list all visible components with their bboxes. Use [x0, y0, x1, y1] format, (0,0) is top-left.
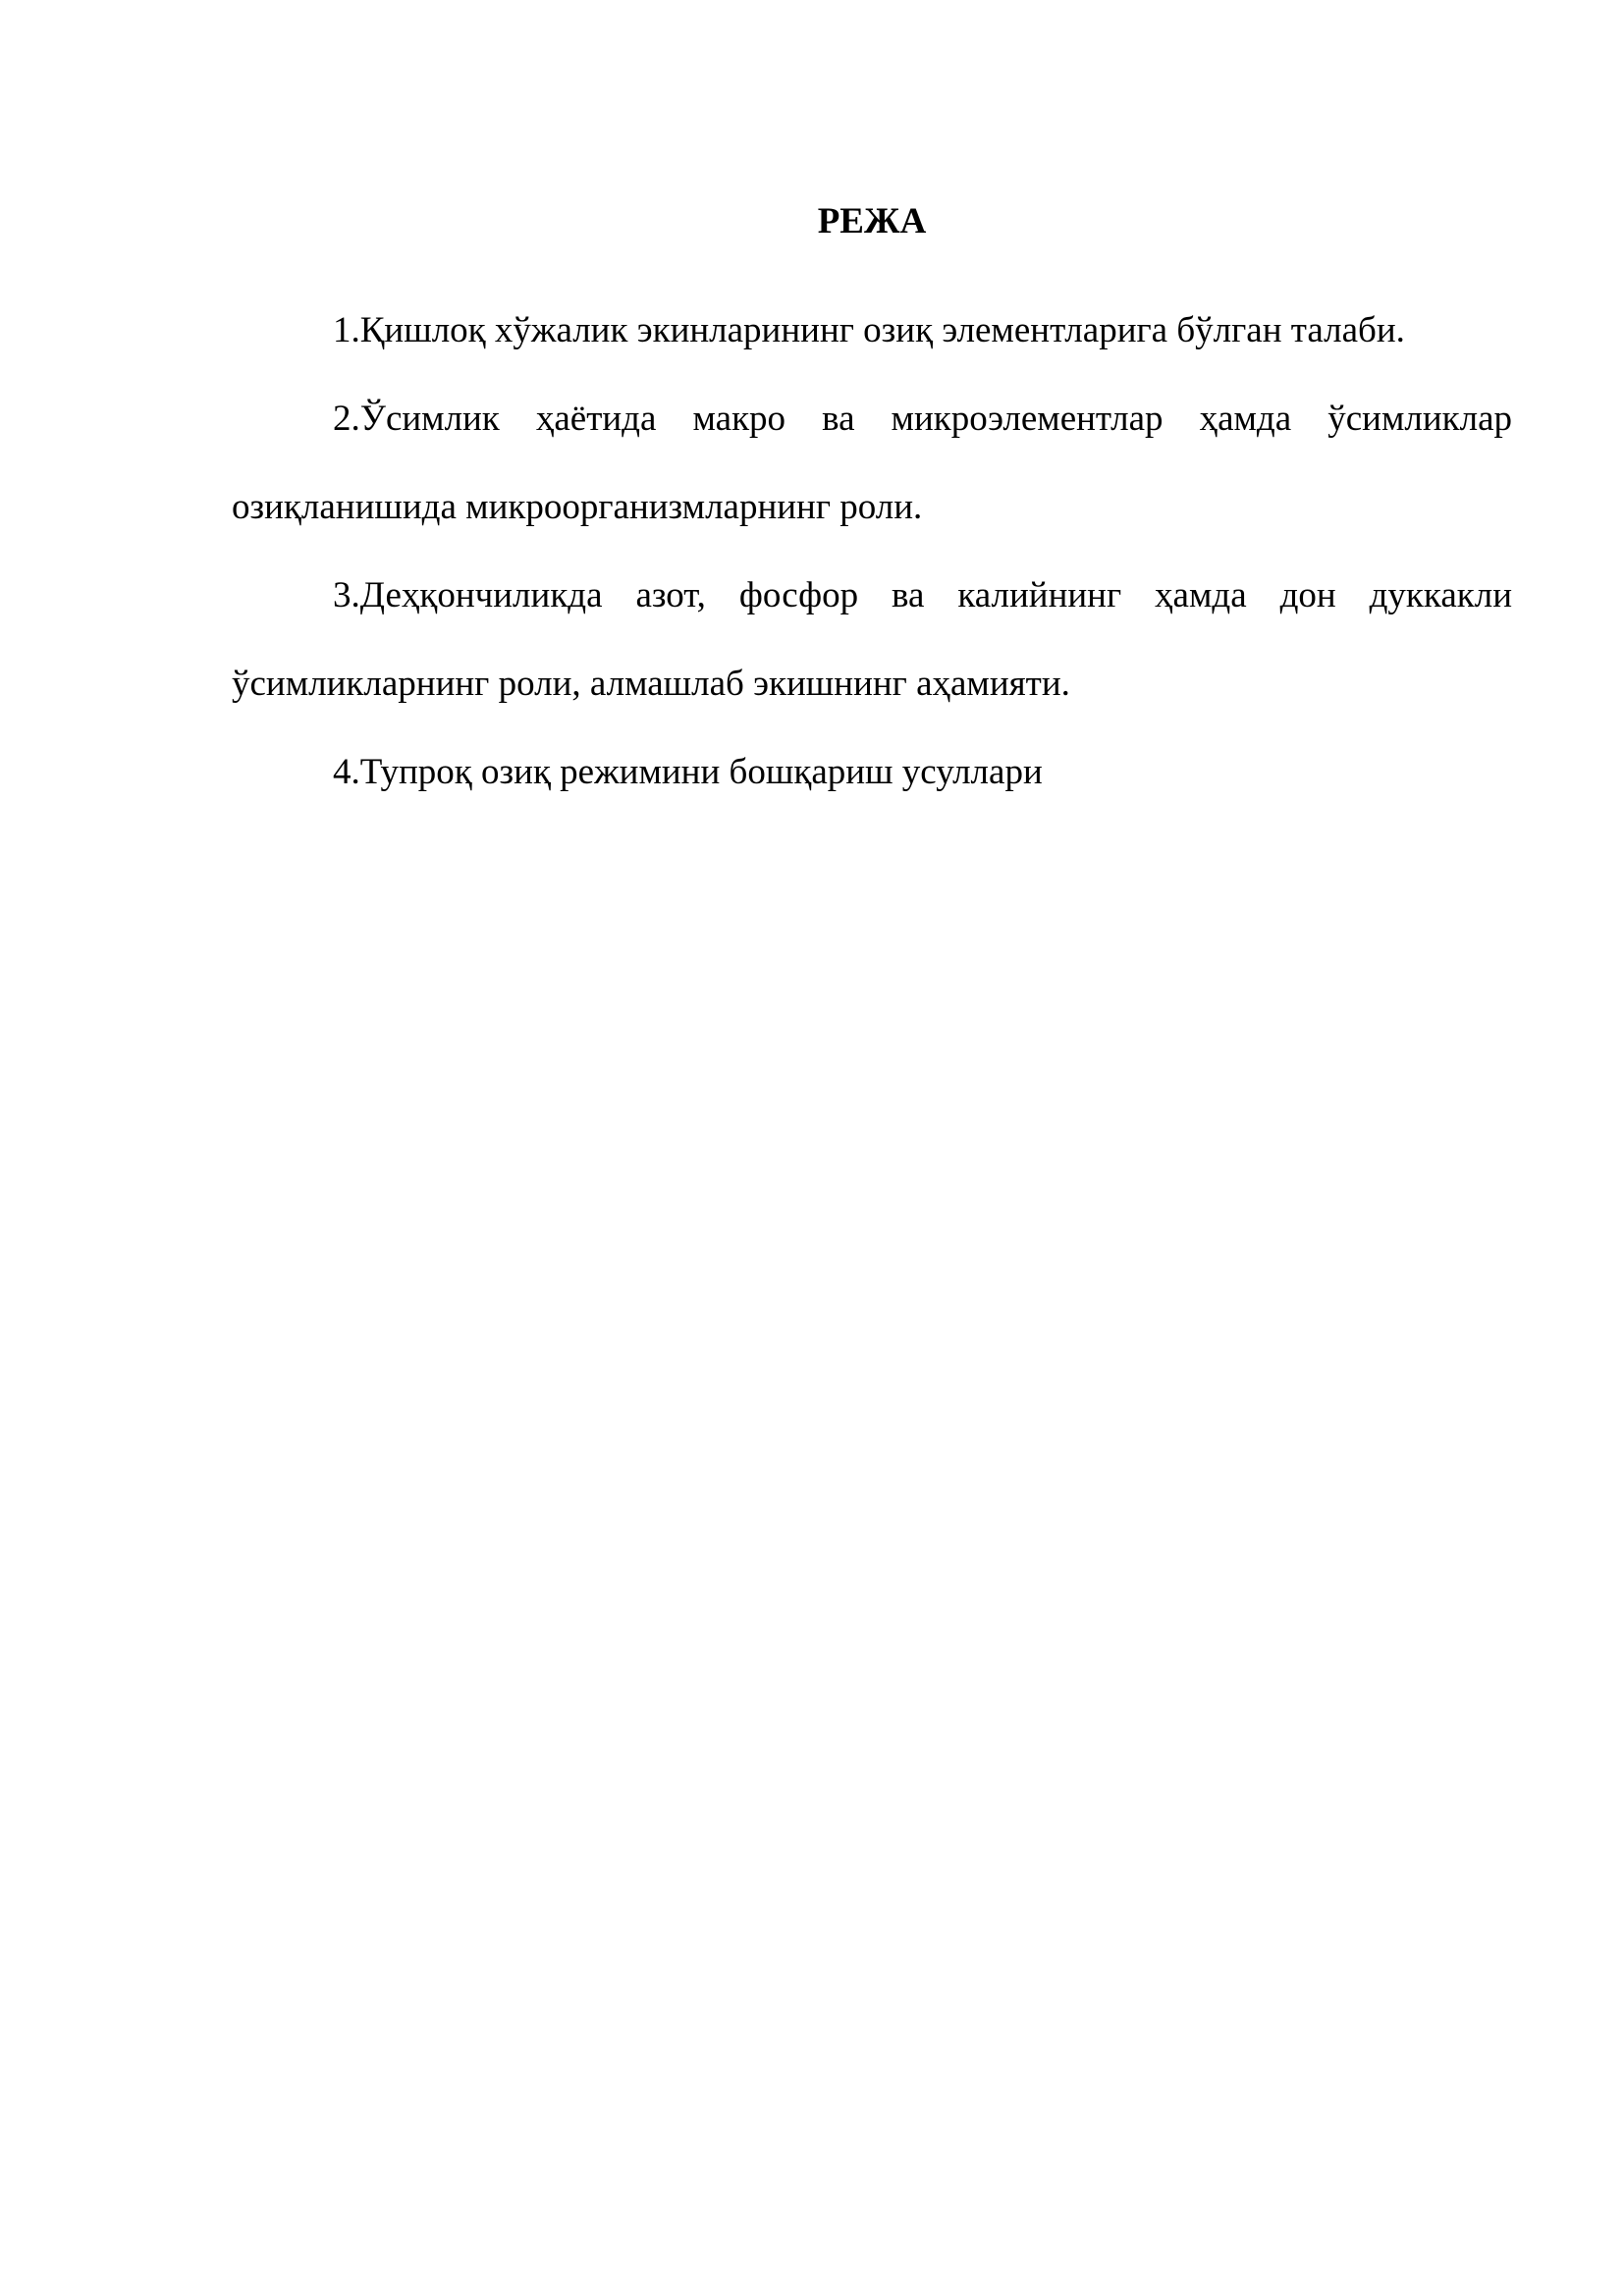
- page-title: РЕЖА: [817, 201, 927, 241]
- plan-item-3: 3.Деҳқончиликда азот, фосфор ва калийнинг ҳамда дон дуккакли ўсимликларнинг роли, алмашлаб экишнинг аҳамияти.: [232, 575, 1512, 704]
- plan-item-2: 2.Ўсимлик ҳаётида макро ва микроэлементлар ҳамда ўсимликлар озиқланишида микроорганизмларнинг роли.: [232, 399, 1512, 527]
- plan-item-4: 4.Тупроқ озиқ режимини бошқариш усуллари: [333, 752, 1043, 792]
- plan-item-1: 1.Қишлоқ хўжалик экинларининг озиқ элементларига бўлган талаби.: [333, 310, 1405, 350]
- plan-list: [232, 287, 1512, 817]
